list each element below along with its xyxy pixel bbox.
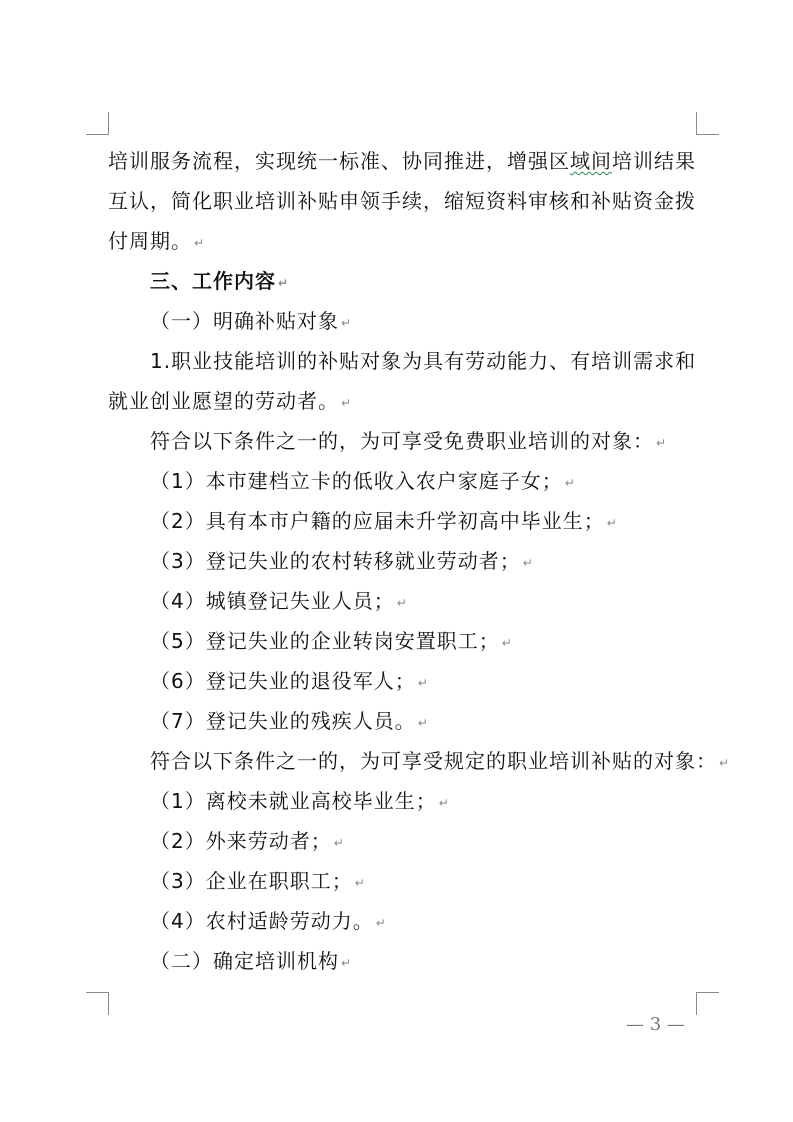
- section-heading-text: 三、工作内容: [150, 269, 276, 293]
- para1-text-a: 培训服务流程，实现统一标准、协同推进，增强区: [108, 149, 570, 173]
- paragraph-mark-icon: ↵: [333, 835, 345, 850]
- para1-text-c: 培训结果: [612, 149, 696, 173]
- crop-mark-top-right: [696, 112, 719, 135]
- subsidy-training-intro: [108, 741, 731, 781]
- paragraph-mark-icon: ↵: [341, 315, 353, 330]
- spellcheck-word: 域间: [570, 149, 612, 173]
- list-item: [108, 821, 700, 861]
- list-item-text: （1）离校未就业高校毕业生；: [150, 789, 437, 813]
- subsection-heading-2: [108, 941, 700, 981]
- list-item: [108, 501, 700, 541]
- paragraph-mark-icon: ↵: [341, 395, 353, 410]
- document-body: [108, 141, 731, 981]
- paragraph-mark-icon: ↵: [278, 275, 290, 290]
- list-item: [108, 781, 700, 821]
- list-item-text: （6）登记失业的退役军人；: [150, 669, 416, 693]
- list-item: [108, 901, 700, 941]
- subsection-heading-1-text: （一）明确补贴对象: [150, 309, 339, 333]
- crop-mark-top-left: [86, 112, 109, 135]
- list-item-text: （2）外来劳动者；: [150, 829, 332, 853]
- item1-line2-text: 就业创业愿望的劳动者。: [108, 389, 339, 413]
- para1-line3: [108, 221, 700, 261]
- crop-mark-bottom-right: [696, 992, 719, 1015]
- free-training-intro: [108, 421, 700, 461]
- list-item: [108, 701, 700, 741]
- subsidy-training-intro-text: 符合以下条件之一的，为可享受规定的职业培训补贴的对象：: [150, 749, 717, 773]
- paragraph-mark-icon: ↵: [438, 795, 450, 810]
- subsection-heading-1: [108, 301, 700, 341]
- list-item-text: （5）登记失业的企业转岗安置职工；: [150, 629, 500, 653]
- paragraph-mark-icon: ↵: [522, 555, 534, 570]
- list-item-text: （3）登记失业的农村转移就业劳动者；: [150, 549, 521, 573]
- list-item: [108, 861, 700, 901]
- paragraph-mark-icon: ↵: [341, 955, 353, 970]
- list-item: [108, 661, 700, 701]
- para1-line2: 互认，简化职业培训补贴申领手续，缩短资料审核和补贴资金拨: [108, 189, 696, 213]
- list-item: [108, 461, 700, 501]
- paragraph-mark-icon: ↵: [417, 675, 429, 690]
- paragraph-mark-icon: ↵: [354, 875, 366, 890]
- paragraph-mark-icon: ↵: [194, 235, 206, 250]
- para1-line1: [108, 141, 700, 181]
- list-item-text: （2）具有本市户籍的应届未升学初高中毕业生；: [150, 509, 605, 533]
- paragraph-mark-icon: ↵: [564, 475, 576, 490]
- paragraph-mark-icon: ↵: [606, 515, 618, 530]
- list-item-text: （4）农村适龄劳动力。: [150, 909, 374, 933]
- list-item: [108, 621, 700, 661]
- page-number: — 3 —: [626, 1014, 685, 1035]
- list-item-text: （4）城镇登记失业人员；: [150, 589, 395, 613]
- paragraph-mark-icon: ↵: [375, 915, 387, 930]
- list-item-text: （3）企业在职职工；: [150, 869, 353, 893]
- paragraph-mark-icon: ↵: [417, 715, 429, 730]
- free-training-intro-text: 符合以下条件之一的，为可享受免费职业培训的对象：: [150, 429, 654, 453]
- para1-line3-text: 付周期。: [108, 229, 192, 253]
- paragraph-mark-icon: ↵: [656, 435, 668, 450]
- paragraph-mark-icon: ↵: [396, 595, 408, 610]
- list-item-text: （7）登记失业的残疾人员。: [150, 709, 416, 733]
- list-item-text: （1）本市建档立卡的低收入农户家庭子女；: [150, 469, 563, 493]
- paragraph-mark-icon: ↵: [719, 755, 731, 770]
- item1-line2: [108, 381, 700, 421]
- item1-line1: 1.职业技能培训的补贴对象为具有劳动能力、有培训需求和: [150, 349, 697, 373]
- list-item: [108, 541, 700, 581]
- crop-mark-bottom-left: [86, 992, 109, 1015]
- subsection-heading-2-text: （二）确定培训机构: [150, 949, 339, 973]
- section-heading: [108, 261, 700, 301]
- list-item: [108, 581, 700, 621]
- paragraph-mark-icon: ↵: [501, 635, 513, 650]
